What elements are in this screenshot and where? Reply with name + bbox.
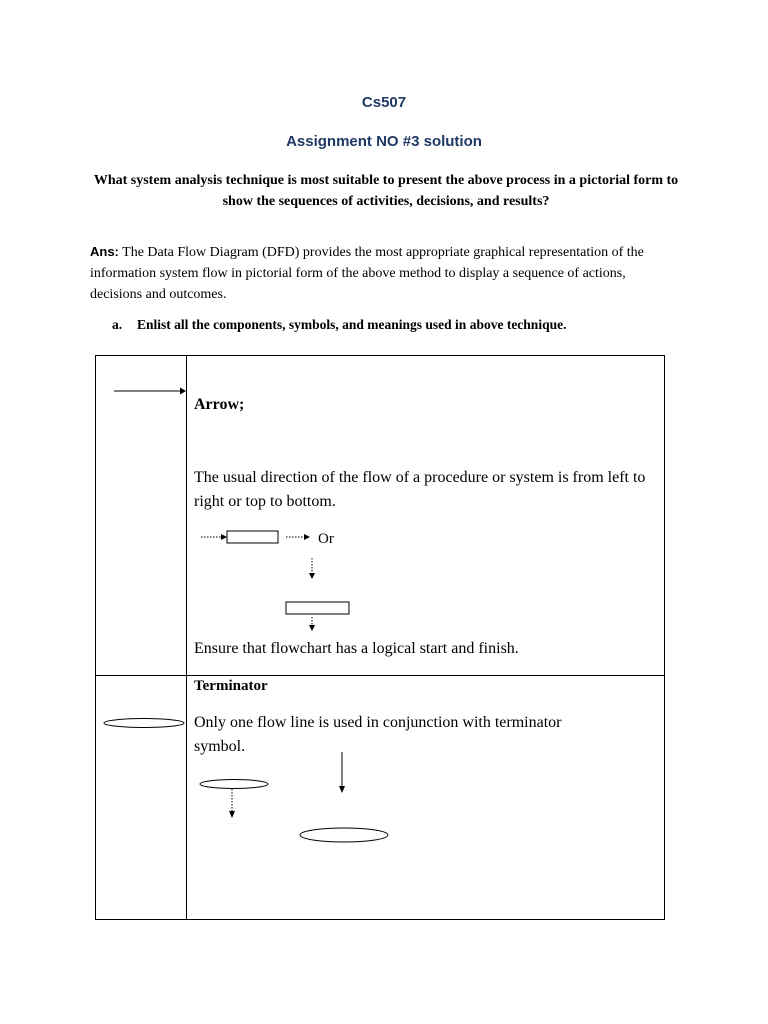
terminator-heading: Terminator [194, 678, 268, 694]
terminator-flow-diagram [196, 748, 496, 858]
list-item [112, 317, 712, 333]
row-divider [96, 675, 664, 676]
list-item-text: Enlist all the components, symbols, and meanings used in above technique. [137, 317, 567, 332]
list-marker: a. [112, 317, 123, 332]
process-box-vertical [286, 602, 349, 614]
process-box-horizontal [227, 531, 278, 543]
answer-text: The Data Flow Diagram (DFD) provides the most appropriate graphical representation of the information system flow in pictorial form of the above method to display a sequence of actions, decisions and outcomes. [90, 245, 644, 302]
terminator-description: Only one flow line is used in conjunction with terminator symbol. [194, 714, 562, 755]
symbols-table [95, 355, 665, 920]
assignment-title: Assignment NO #3 solution [286, 133, 482, 150]
answer-paragraph [90, 241, 680, 305]
terminator-oval-icon [96, 711, 188, 735]
or-label: Or [318, 531, 334, 547]
column-divider [186, 356, 187, 919]
question-text: What system analysis technique is most suitable to present the above process in a pictorial form to show the sequences of activities, decisions, and results? [93, 173, 679, 209]
arrow-description: The usual direction of the flow of a procedure or system is from left to right or top to bottom. [194, 469, 646, 510]
arrow-icon [96, 356, 188, 416]
course-code: Cs507 [361, 94, 407, 111]
arrow-heading: Arrow; [194, 396, 245, 413]
arrow-note: Ensure that flowchart has a logical start and finish. [194, 640, 519, 657]
answer-label: Ans: [90, 244, 119, 259]
